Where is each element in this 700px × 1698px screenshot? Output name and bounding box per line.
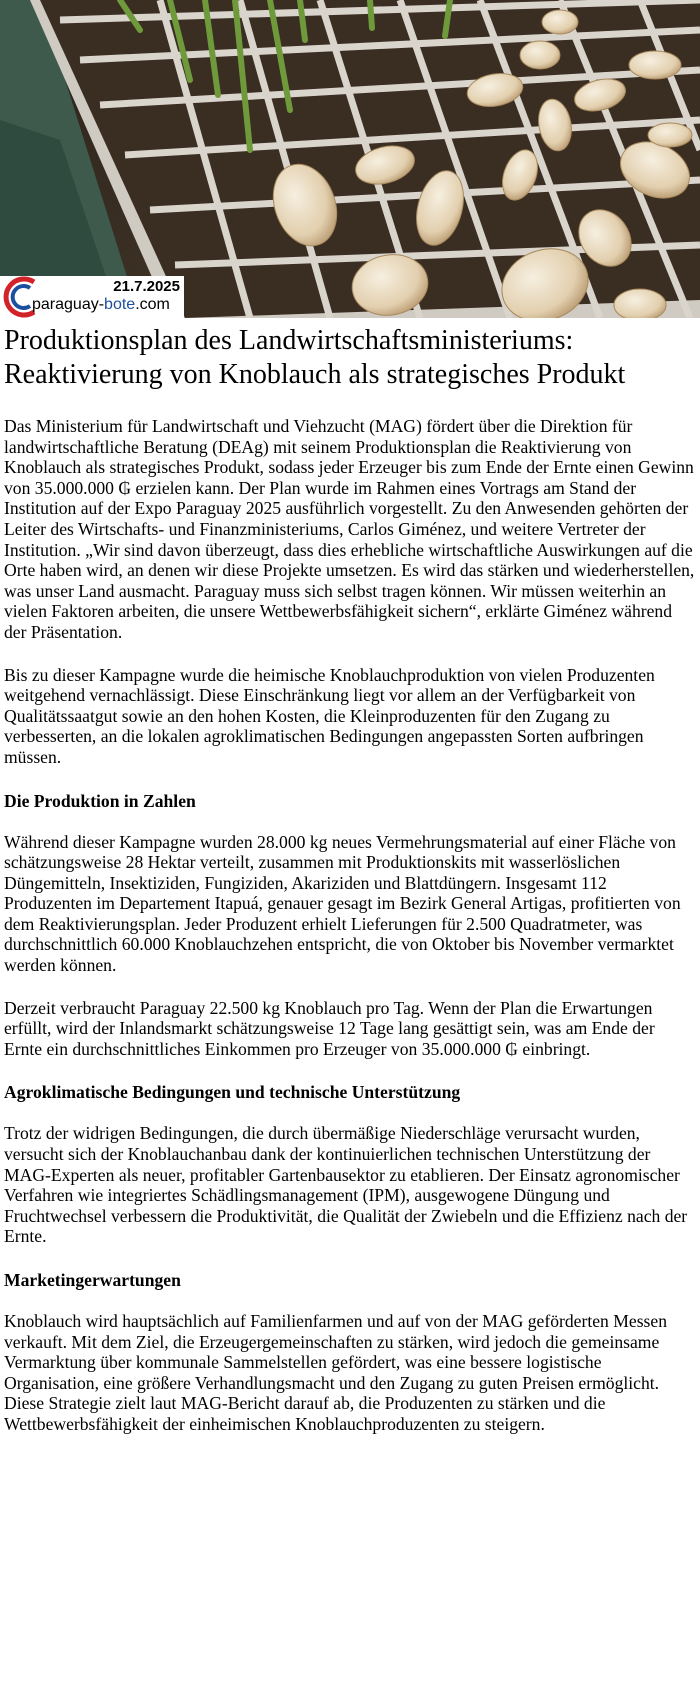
heading-production-figures: Die Produktion in Zahlen bbox=[4, 790, 196, 811]
heading-marketing: Marketingerwartungen bbox=[4, 1270, 181, 1290]
site-name-suffix: .com bbox=[135, 296, 170, 313]
paragraph-marketing: Knoblauch wird hauptsächlich auf Familienfarmen und auf von der MAG geförderten Messen verkauft. Mit dem Ziel, die Erzeugergemeinschaften zu stärken, wird jedoch die gemeinsame Vermarktung über kommunale Sammelstellen gefördert, was eine bessere logistische Organisation, eine größere Verhandlungsmacht und den Zugang zu guten Preisen ermöglicht. Diese Strategie zielt laut MAG-Bericht darauf ab, die Produzenten zu stärken und die Wettbewerbsfähigkeit der einheimischen Knoblauchproduzenten zu steigern. bbox=[4, 1311, 667, 1434]
heading-agroclimatic: Agroklimatische Bedingungen und technische Unterstützung bbox=[4, 1082, 461, 1103]
paragraph-agroclimatic: Trotz der widrigen Bedingungen, die durch übermäßige Niederschläge verursacht wurden, versucht sich der Knoblauchanbau dank der kontinuierlichen technischen Unterstützung der MAG-Experten als neuer, profitabler Gartenbausektor zu etablieren. Der Einsatz agronomischer Verfahren wie integriertes Schädlingsmanagement (IPM), ausgewogene Düngung und Fruchtwechsel verbessern die Produktivität, die Qualität der Zwiebeln und die Effizienz nach der Ernte. bbox=[4, 1123, 688, 1247]
article-body bbox=[4, 324, 696, 1457]
publish-date: 21.7.2025 bbox=[113, 278, 180, 295]
paragraph-production-figures: Während dieser Kampagne wurden 28.000 kg neues Vermehrungsmaterial auf einer Fläche von schätzungsweise 28 Hektar verteilt, zusammen mit Produktionskits mit wasserlöslichen Düngemitteln, Insektiziden, Fungiziden, Akariziden und Blattdüngern. Insgesamt 112 Produzenten im Departement Itapuá, genauer gesagt im Bezirk General Artigas, profitierten von dem Reaktivierungsplan. Jeder Produzent erhielt Lieferungen für 2.500 Quadratmeter, was durchschnittlich 60.000 Knoblauchzehen entspricht, die von Oktober bis November vermarktet werden können. bbox=[4, 831, 681, 976]
paragraph-intro: Das Ministerium für Landwirtschaft und Viehzucht (MAG) fördert über die Direktion für landwirtschaftliche Beratung (DEAg) mit seinem Produktionsplan die Reaktivierung von Knoblauch als strategisches Produkt, sodass jeder Erzeuger bis zum Ende der Ernte einen Gewinn von 35.000.000 ₲ erzielen kann. Der Plan wurde im Rahmen eines Vortrags am Stand der Institution auf der Expo Paraguay 2025 ausführlich vorgestellt. Zu den Anwesenden gehörten der Leiter des Wirtschafts- und Finanzministeriums, Carlos Giménez, und weitere Vertreter der Institution. „Wir sind davon überzeugt, dass dies erhebliche wirtschaftliche Auswirkungen auf die Orte haben wird, an denen wir diese Projekte umsetzen. Es wird das stärken und wiederherstellen, was unser Land ausmacht. Paraguay muss sich selbst tragen können. Wir müssen weiterhin an vielen Faktoren arbeiten, die unsere Wettbewerbsfähigkeit sichern“, erklärte Giménez während der Präsentation. bbox=[4, 416, 695, 642]
site-name-accent: bote bbox=[104, 296, 136, 313]
article-title-line-1: Produktionsplan des Landwirtschaftsministeriums: bbox=[4, 325, 574, 356]
site-name[interactable] bbox=[32, 296, 170, 314]
source-badge bbox=[0, 276, 184, 318]
site-name-prefix: paraguay- bbox=[32, 296, 105, 313]
paragraph-consumption: Derzeit verbraucht Paraguay 22.500 kg Knoblauch pro Tag. Wenn der Plan die Erwartungen erfüllt, wird der Inlandsmarkt schätzungsweise 12 Tage lang gesättigt sein, was am Ende der Ernte ein durchschnittliches Einkommen pro Erzeuger von 35.000.000 ₲ einbringt. bbox=[4, 997, 655, 1059]
hero-image bbox=[0, 0, 700, 318]
paragraph-background: Bis zu dieser Kampagne wurde die heimische Knoblauchproduktion von vielen Produzenten weitgehend vernachlässigt. Diese Einschränkung liegt vor allem an der Verfügbarkeit von Qualitätssaatgut sowie an den hohen Kosten, die Kleinproduzenten für den Zugang zu verbesserten, an die lokalen agroklimatischen Bedingungen angepassten Sorten aufbringen müssen. bbox=[4, 664, 655, 767]
garlic-tray-illustration bbox=[0, 0, 700, 318]
article-title bbox=[4, 324, 696, 392]
article-title-line-2: Reaktivierung von Knoblauch als strategisches Produkt bbox=[4, 359, 626, 390]
